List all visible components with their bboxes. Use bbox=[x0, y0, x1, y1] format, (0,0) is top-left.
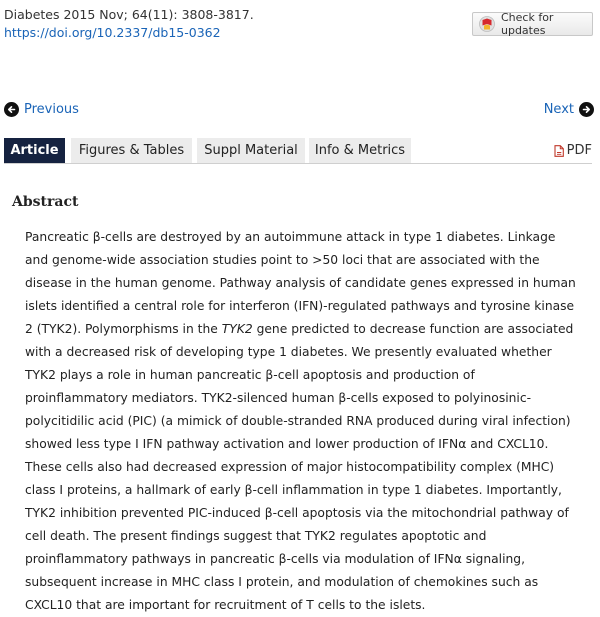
abstract-text bbox=[25, 226, 580, 617]
tab-suppl-material[interactable]: Suppl Material bbox=[197, 138, 305, 163]
pdf-label: PDF bbox=[566, 143, 592, 158]
next-link[interactable] bbox=[544, 102, 594, 117]
citation bbox=[4, 6, 254, 42]
arrow-right-circle-icon bbox=[579, 102, 594, 117]
gene-name: TYK2 bbox=[221, 322, 253, 336]
check-for-updates-label: Check for updates bbox=[501, 11, 554, 37]
arrow-left-circle-icon bbox=[4, 102, 19, 117]
abstract-text-part-1: Pancreatic β-cells are destroyed by an autoimmune attack in type 1 diabetes. Linkage and genome-wide association studies point to >50 loci that are associated with the disease in the human genome. Pathway analysis of candidate genes expressed in human islets identified a central role for interferon (IFN)-regulated pathways and tyrosine kinase 2 (TYK2). Polymorphisms in the bbox=[25, 230, 576, 336]
tab-figures-tables[interactable]: Figures & Tables bbox=[71, 138, 192, 163]
pdf-file-icon bbox=[554, 145, 564, 157]
journal-info: Diabetes 2015 Nov; 64(11): 3808-3817. bbox=[4, 7, 254, 22]
crossmark-icon bbox=[479, 16, 495, 32]
abstract-text-part-2: gene predicted to decrease function are associated with a decreased risk of developing type 1 diabetes. We presently evaluated whether TYK2 plays a role in human pancreatic β-cell apoptosis and production of proinflammatory mediators. TYK2-silenced human β-cells exposed to polyinosinic-polycitidilic acid (PIC) (a mimick of double-stranded RNA produced during viral infection) showed less type I IFN pathway activation and lower production of IFNα and CXCL10. These cells also had decreased expression of major histocompatibility complex (MHC) class I proteins, a hallmark of early β-cell inflammation in type 1 diabetes. Importantly, TYK2 inhibition prevented PIC-induced β-cell apoptosis via the mitochondrial pathway of cell death. The present findings suggest that TYK2 regulates apoptotic and proinflammatory pathways in pancreatic β-cells via modulation of IFNα signaling, subsequent increase in MHC class I protein, and modulation of chemokines such as CXCL10 that are important for recruitment of T cells to the islets. bbox=[25, 322, 574, 612]
article-tabs bbox=[4, 138, 592, 164]
tab-article[interactable]: Article bbox=[4, 138, 65, 163]
previous-label: Previous bbox=[24, 102, 79, 117]
tab-info-metrics[interactable]: Info & Metrics bbox=[309, 138, 411, 163]
previous-link[interactable] bbox=[4, 102, 79, 117]
doi-link[interactable]: https://doi.org/10.2337/db15-0362 bbox=[4, 25, 221, 40]
check-for-updates-button[interactable] bbox=[472, 12, 593, 36]
next-label: Next bbox=[543, 102, 574, 117]
pdf-link[interactable] bbox=[554, 138, 592, 163]
abstract-heading: Abstract bbox=[12, 194, 79, 210]
